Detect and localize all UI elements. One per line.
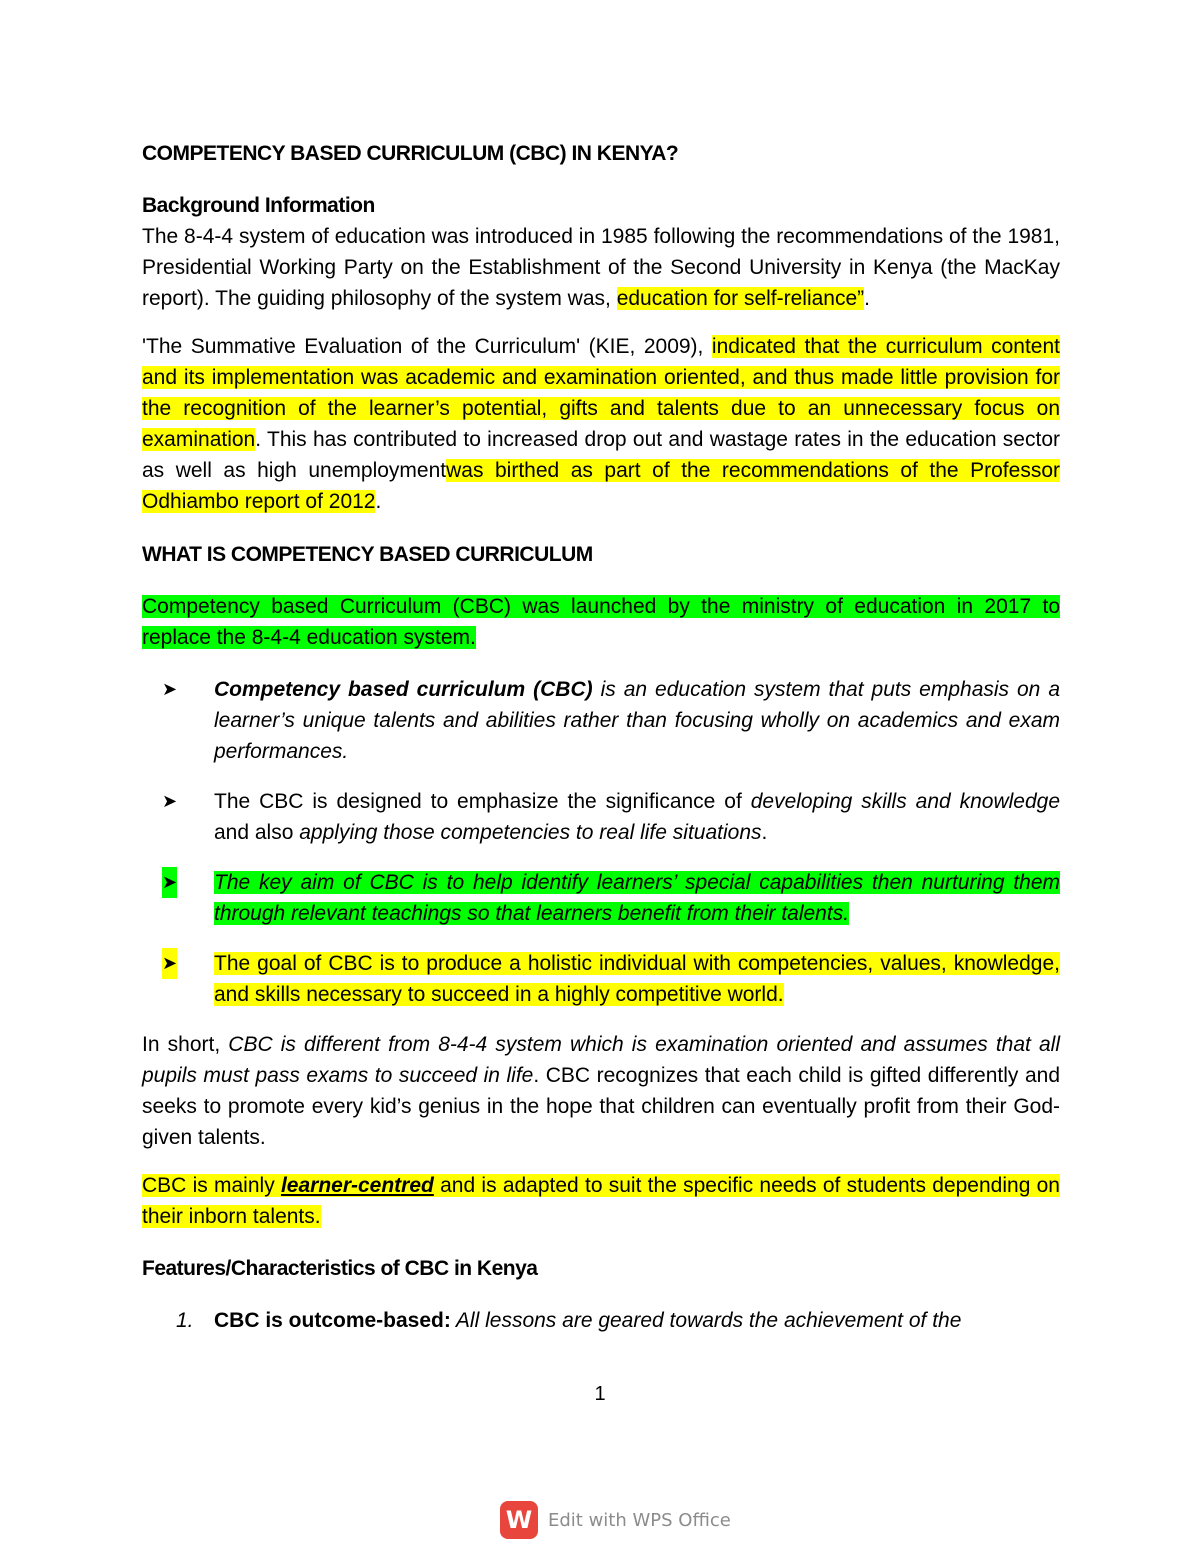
list-item (142, 948, 1060, 1010)
highlight-yellow: The goal of CBC is to produce a holistic individual with competencies, values, knowledge, and skills necessary to succeed in a highly competitive world. (214, 952, 1060, 1006)
highlight-yellow: indicated that the curriculum content and its implementation was academic and examination oriented, and thus made little provision for the recognition of the learner’s potential, gifts and talents due to an unnecessary focus on examination (142, 335, 1060, 451)
page-number: 1 (594, 1383, 606, 1405)
list-item (142, 674, 1060, 767)
list-item (142, 867, 1060, 929)
text-run: is an education system that puts emphasis on a learner’s unique talents and abilities rather than focusing wholly on academics and exam performances. (214, 678, 1060, 763)
arrow-bullet-icon: ➤ (162, 867, 177, 898)
wps-edit-label: Edit with WPS Office (548, 1509, 731, 1531)
paragraph-cbc-launch (142, 591, 1060, 653)
arrow-bullet-icon: ➤ (162, 679, 178, 699)
item-term: CBC is outcome-based: (214, 1309, 451, 1332)
document-body (142, 138, 1060, 1336)
text-run: and also (214, 821, 300, 844)
item-number: 1. (176, 1309, 194, 1332)
paragraph-summative-evaluation (142, 331, 1060, 517)
bullet-text (214, 948, 1060, 1010)
text-run: . (864, 287, 871, 310)
bullet-text (214, 867, 1060, 929)
cbc-bullet-list (142, 674, 1060, 1010)
text-run: CBC is mainly (142, 1174, 281, 1197)
text-run: . This has contributed to increased drop out and wastage rates in the education sector as well as high unemployment (142, 428, 1060, 482)
highlight-yellow: was birthed as part of the recommendations of the Professor Odhiambo report of 2012 (142, 459, 1060, 513)
list-item (142, 786, 1060, 848)
features-heading: Features/Characteristics of CBC in Kenya (142, 1257, 538, 1280)
text-run: The CBC is designed to emphasize the significance of (214, 790, 751, 813)
background-heading: Background Information (142, 194, 375, 217)
text-run: . (761, 821, 768, 844)
text-run: . (375, 490, 382, 513)
bullet-text (214, 786, 1060, 848)
italic-run: applying those competencies to real life situations (299, 821, 762, 844)
text-run: 'The Summative Evaluation of the Curriculum' (KIE, 2009), (142, 335, 712, 358)
highlight-yellow (142, 1174, 1060, 1228)
wps-logo-icon: W (500, 1501, 538, 1539)
text-run: The 8-4-4 system of education was introduced in 1985 following the recommendations of the 1981, Presidential Working Party on the Establishment of the Second University in Kenya (the MacKay report). The guiding philosophy of the system was, (142, 225, 1060, 310)
bullet-text (214, 674, 1060, 767)
paragraph-background (142, 221, 1060, 314)
what-is-cbc-heading: WHAT IS COMPETENCY BASED CURRICULUM (142, 543, 593, 566)
bold-italic-term: learner-centred (280, 1174, 434, 1197)
numbered-item (142, 1305, 1060, 1336)
text-run: In short, (142, 1033, 229, 1056)
document-title: COMPETENCY BASED CURRICULUM (CBC) IN KENYA? (142, 142, 679, 165)
highlight-yellow: education for self-reliance” (616, 287, 865, 310)
text-run: and is adapted to suit the specific needs of students depending on their inborn talents. (142, 1174, 1060, 1228)
text-run: All lessons are geared towards the achievement of the (450, 1309, 962, 1332)
highlight-green: The key aim of CBC is to help identify learners’ special capabilities then nurturing them through relevant teachings so that learners benefit from their talents. (214, 871, 1060, 925)
highlight-green: Competency based Curriculum (CBC) was launched by the ministry of education in 2017 to replace the 8-4-4 education system. (142, 595, 1060, 649)
arrow-bullet-icon: ➤ (162, 948, 177, 979)
italic-run: CBC is different from 8-4-4 system which is examination oriented and assumes that all pupils must pass exams to succeed in life (142, 1033, 1060, 1087)
paragraph-in-short (142, 1029, 1060, 1153)
italic-run: developing skills and knowledge (750, 790, 1061, 813)
paragraph-learner-centred (142, 1170, 1060, 1232)
wps-edit-badge[interactable] (500, 1500, 731, 1540)
bold-italic-term: Competency based curriculum (CBC) (214, 678, 593, 701)
arrow-bullet-icon: ➤ (162, 791, 178, 811)
text-run: . CBC recognizes that each child is gifted differently and seeks to promote every kid’s genius in the hope that children can eventually profit from their God-given talents. (142, 1064, 1060, 1149)
